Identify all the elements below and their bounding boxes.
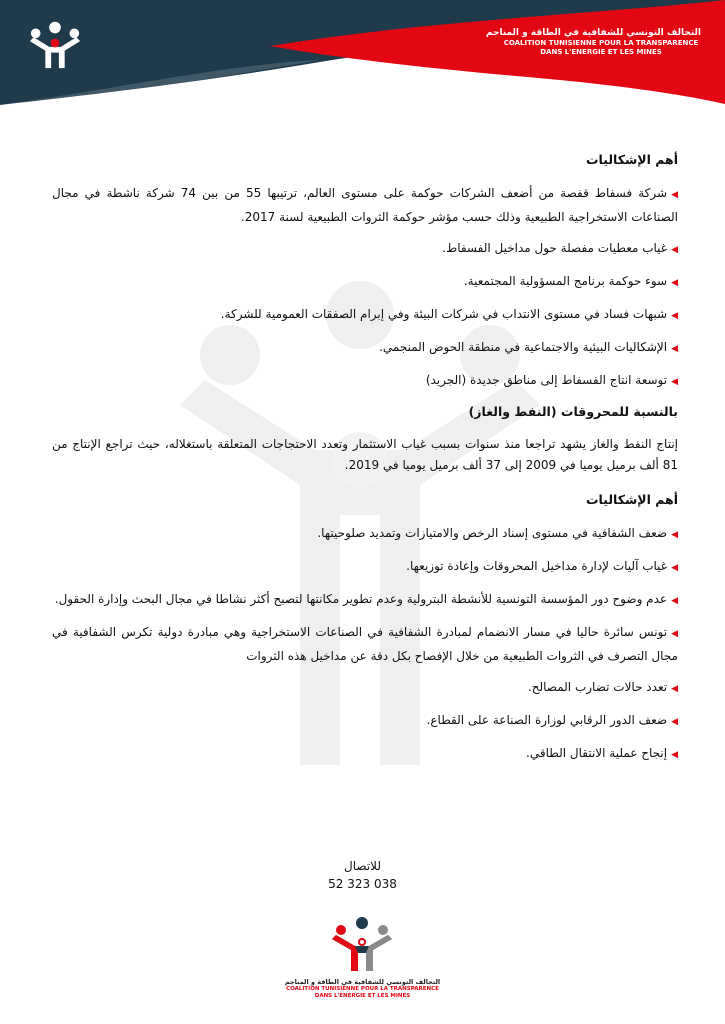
bullet-icon: ◀	[671, 190, 678, 200]
header-banner	[0, 0, 725, 110]
contact-phone: 52 323 038	[328, 877, 397, 891]
footer-org-name-ar: التحالف التونسي للشفافية في الطاقة و المناجم	[284, 978, 441, 986]
list-item: ◀غياب معطيات مفصلة حول مداخيل الفسفاط.	[52, 237, 678, 261]
bullet-icon: ◀	[671, 717, 678, 727]
bullet-icon: ◀	[671, 750, 678, 760]
list-item: ◀تعدد حالات تضارب المصالح.	[52, 676, 678, 700]
contact-label: للاتصال	[344, 859, 381, 873]
bullet-icon: ◀	[671, 377, 678, 387]
list-item: ◀ضعف الدور الرقابي لوزارة الصناعة على القطاع.	[52, 709, 678, 733]
coalition-logo-icon	[329, 913, 395, 973]
header-org-name-ar: التحالف التونسي للشفافية في الطاقة و المناجم	[485, 28, 701, 38]
footer-org-name-fr-line1: COALITION TUNISIENNE POUR LA TRANSPARENCE	[286, 986, 439, 992]
list-item: ◀عدم وضوح دور المؤسسة التونسية للأنشطة البترولية وعدم تطوير مكانتها لتصبح أكثر نشاطا في مجال البحث وإدارة الحقول.	[52, 588, 678, 612]
header-org-name	[441, 27, 701, 57]
list-item: ◀غياب آليات لإدارة مداخيل المحروقات وإعادة توزيعها.	[52, 555, 678, 579]
bullet-icon: ◀	[671, 311, 678, 321]
bullet-icon: ◀	[671, 278, 678, 288]
list-item: ◀ضعف الشفافية في مستوى إسناد الرخص والامتيازات وتمديد صلوحيتها.	[52, 522, 678, 546]
issues-heading-1: أهم الإشكاليات	[585, 152, 678, 167]
bullet-icon: ◀	[671, 530, 678, 540]
bullet-icon: ◀	[671, 629, 678, 639]
list-item: ◀شبهات فساد في مستوى الانتداب في شركات البيئة وفي إبرام الصفقات العمومية للشركة.	[52, 303, 678, 327]
coalition-logo-icon	[26, 14, 84, 72]
list-item: ◀إنجاح عملية الانتقال الطاقي.	[52, 742, 678, 766]
list-item: ◀سوء حوكمة برنامج المسؤولية المجتمعية.	[52, 270, 678, 294]
list-item: ◀شركة فسفاط قفصة من أضعف الشركات حوكمة على مستوى العالم، ترتيبها 55 من بين 74 شركة ناشطة في مجال الصناعات الاستخراجية الطبيعية وذلك حسب مؤشر حوكمة الثروات الطبيعية لسنة 2017.	[52, 186, 678, 224]
header-org-name-fr-line1: COALITION TUNISIENNE POUR LA TRANSPARENCE	[503, 39, 699, 47]
hydrocarbons-paragraph: إنتاج النفط والغاز يشهد تراجعا منذ سنوات بسبب غياب الاستثمار وتعدد الاحتجاجات المتعلقة باستغلاله، حيث تراجع الإنتاج من 81 ألف برميل يوميا في 2009 إلى 37 ألف برميل يوميا في 2019.	[52, 437, 678, 472]
header-org-name-fr-line2: DANS L'ENERGIE ET LES MINES	[540, 48, 662, 56]
contact-block	[0, 857, 725, 893]
bullet-icon: ◀	[671, 684, 678, 694]
document-body	[52, 150, 678, 775]
hydrocarbons-heading: بالنسبة للمحروقات (النفط والغاز)	[468, 404, 678, 419]
list-item: ◀توسعة انتاج الفسفاط إلى مناطق جديدة (الجريد)	[52, 369, 678, 393]
bullet-icon: ◀	[671, 596, 678, 606]
bullet-icon: ◀	[671, 344, 678, 354]
bullet-icon: ◀	[671, 245, 678, 255]
footer-org-name-fr-line2: DANS L'ENERGIE ET LES MINES	[314, 993, 411, 999]
issues-heading-2: أهم الإشكاليات	[585, 492, 678, 507]
list-item: ◀تونس سائرة حاليا في مسار الانضمام لمبادرة الشفافية في الصناعات الاستخراجية وهي مبادرة دولية تكرس الشفافية في مجال التصرف في الثروات الطبيعية من خلال الإفصاح بكل دقة عن مداخيل هذه الثروات	[52, 625, 678, 663]
bullet-icon: ◀	[671, 563, 678, 573]
list-item: ◀الإشكاليات البيئية والاجتماعية في منطقة الحوض المنجمي.	[52, 336, 678, 360]
footer-org-name	[0, 978, 725, 1000]
